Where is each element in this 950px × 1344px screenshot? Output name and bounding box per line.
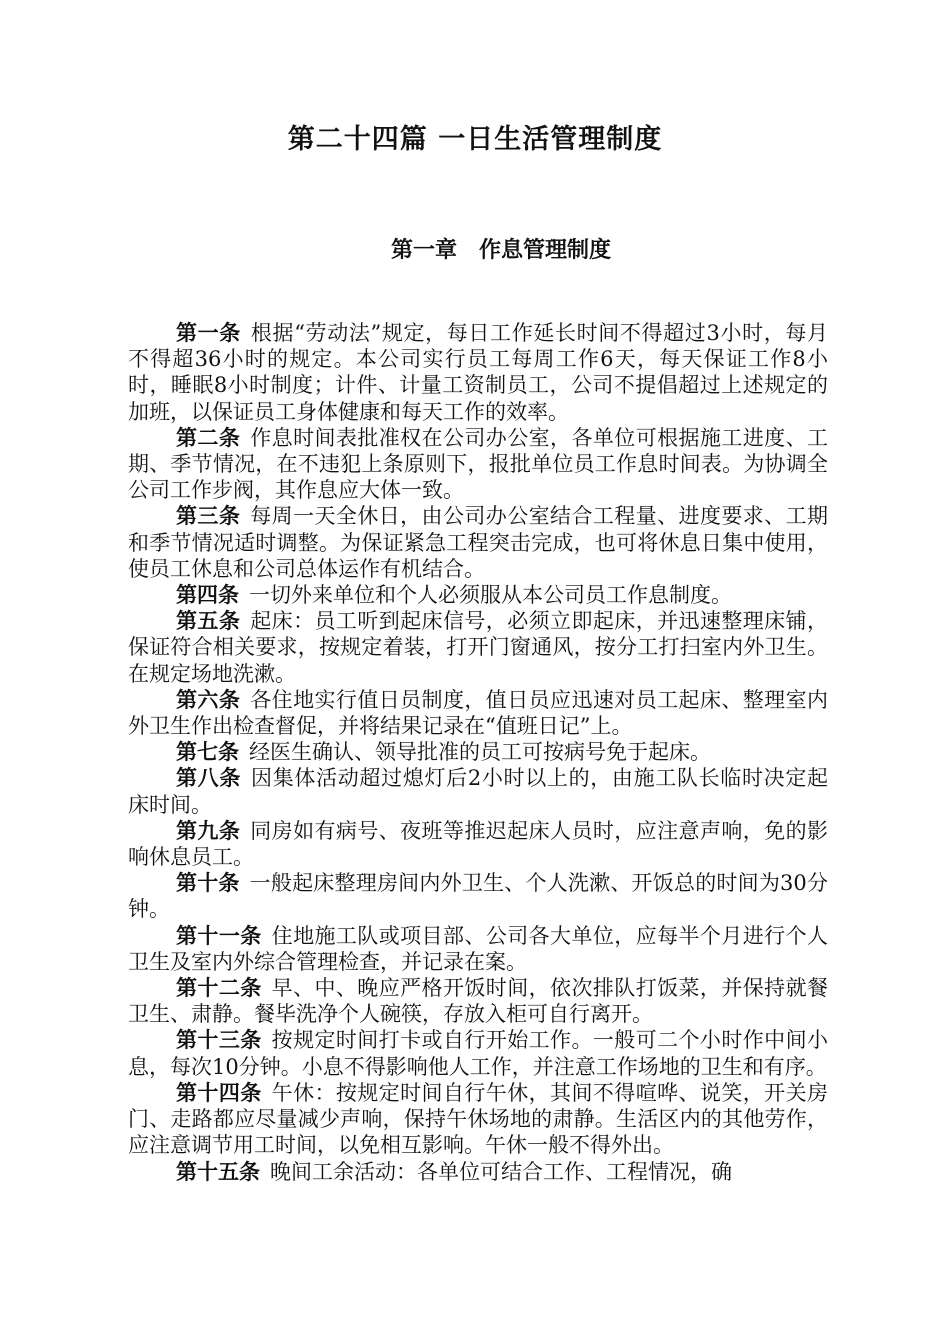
article-label: 第十三条: [176, 1028, 262, 1053]
article-text: 每周一天全休日，由公司办公室结合工程量、进度要求、工期和季节情况适时调整。为保证紧急工程突击完成，也可将休息日集中使用，使员工休息和公司总体运作有机结合。: [128, 504, 829, 581]
article-text: 根据“劳动法”规定，每日工作延长时间不得超过3小时，每月不得超36小时的规定。本公司实行员工每周工作6天，每天保证工作8小时，睡眠8小时制度；计件、计量工资制员工，公司不提倡超过上述规定的加班，以保证员工身体健康和每天工作的效率。: [128, 321, 828, 424]
article-text: 早、中、晚应严格开饭时间，依次排队打饭菜，并保持就餐卫生、肃静。餐毕洗净个人碗筷，存放入柜可自行离开。: [128, 976, 828, 1027]
article-paragraph: [128, 1027, 828, 1079]
article-text: 作息时间表批准权在公司办公室，各单位可根据施工进度、工期、季节情况，在不违犯上条原则下，报批单位员工作息时间表。为协调全公司工作步阀，其作息应大体一致。: [128, 425, 829, 503]
article-label: 第二条: [176, 425, 241, 450]
article-paragraph: [128, 975, 828, 1027]
article-paragraph: [128, 503, 828, 582]
article-paragraph: [128, 923, 828, 975]
article-paragraph: [128, 1159, 828, 1185]
article-text: 各住地实行值日员制度，值日员应迅速对员工起床、整理室内外卫生作出检查督促，并将结果记录在“值班日记”上。: [128, 687, 829, 739]
article-text: 按规定时间打卡或自行开始工作。一般可二个小时作中间小息，每次10分钟。小息不得影响他人工作，并注意工作场地的卫生和有序。: [128, 1028, 828, 1079]
article-paragraph: [128, 320, 828, 425]
article-text: 一切外来单位和个人必须服从本公司员工作息制度。: [249, 583, 732, 608]
article-paragraph: [128, 582, 828, 608]
article-paragraph: [128, 870, 828, 922]
article-label: 第一条: [176, 321, 241, 345]
article-text: 晚间工余活动：各单位可结合工作、工程情况，确: [270, 1159, 732, 1184]
article-paragraph: [128, 608, 828, 687]
article-text: 起床：员工听到起床信号，必须立即起床，并迅速整理床铺，保证符合相关要求，按规定着装，打开门窗通风，按分工打扫室内外卫生。在规定场地洗漱。: [128, 609, 829, 686]
article-paragraph: [128, 425, 828, 504]
article-text: 同房如有病号、夜班等推迟起床人员时，应注意声响，免的影响休息员工。: [128, 818, 829, 870]
article-label: 第九条: [176, 818, 241, 843]
article-label: 第四条: [176, 583, 239, 608]
article-paragraph: [128, 1080, 828, 1159]
article-label: 第八条: [176, 766, 242, 791]
article-label: 第五条: [176, 609, 241, 634]
chapter-heading: 第一章 作息管理制度: [390, 238, 611, 263]
article-label: 第十条: [176, 871, 240, 896]
article-paragraph: [128, 739, 828, 765]
article-label: 第十二条: [176, 976, 262, 1001]
article-label: 第三条: [176, 504, 241, 529]
articles-body: [128, 320, 828, 1185]
article-label: 第十五条: [176, 1159, 260, 1184]
article-paragraph: [128, 765, 828, 817]
article-text: 午休：按规定时间自行午休，其间不得喧哗、说笑，开关房门、走路都应尽量减少声响，保持午休场地的肃静。生活区内的其他劳作，应注意调节用工时间，以免相互影响。午休一般不得外出。: [128, 1080, 828, 1158]
article-paragraph: [128, 687, 828, 739]
article-text: 因集体活动超过熄灯后2小时以上的，由施工队长临时决定起床时间。: [128, 766, 829, 817]
article-label: 第七条: [176, 740, 239, 765]
document-title: 第二十四篇 一日生活管理制度: [287, 124, 663, 155]
article-text: 住地施工队或项目部、公司各大单位，应每半个月进行个人卫生及室内外综合管理检查，并记录在案。: [128, 923, 828, 974]
article-label: 第十四条: [176, 1080, 262, 1105]
article-text: 经医生确认、领导批准的员工可按病号免于起床。: [249, 740, 711, 765]
article-label: 第六条: [176, 687, 241, 712]
article-paragraph: [128, 818, 828, 870]
article-label: 第十一条: [176, 923, 262, 948]
article-text: 一般起床整理房间内外卫生、个人洗漱、开饭总的时间为30分钟。: [128, 871, 828, 922]
